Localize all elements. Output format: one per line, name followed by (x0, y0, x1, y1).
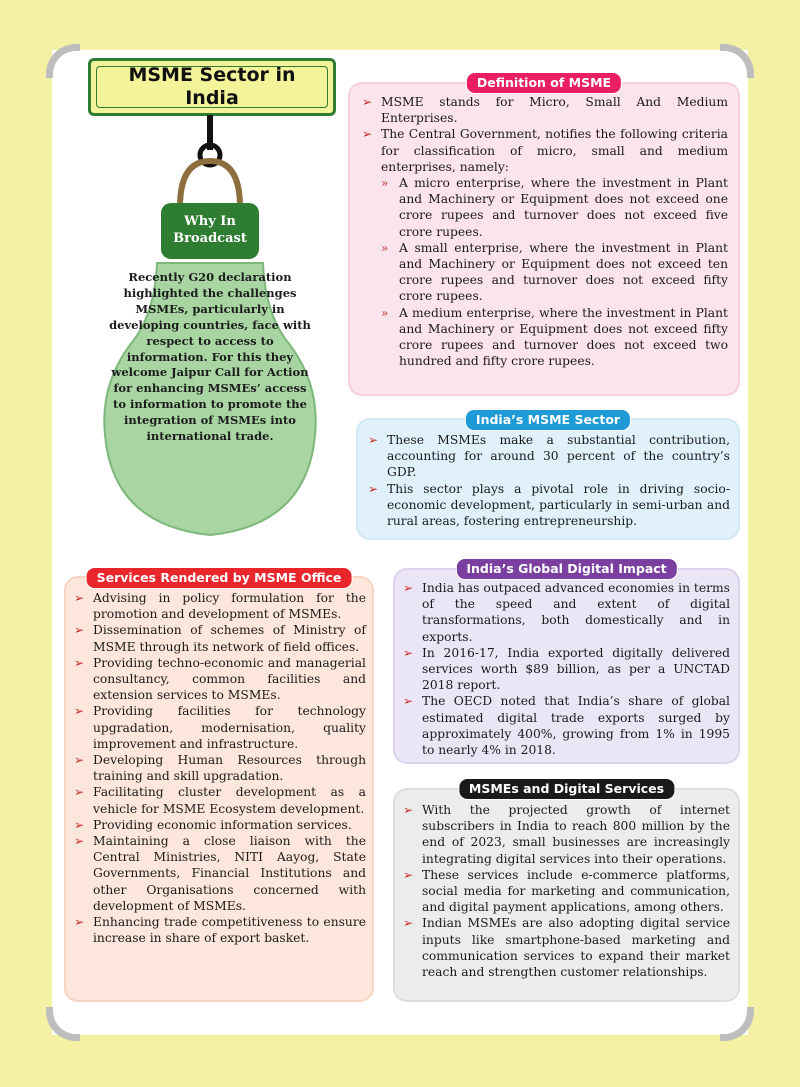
list-item: ➢ The Central Government, notifies the following criteria for classification of micro, small and medium enterprises, namely: (362, 127, 728, 174)
list-item: ➢ Facilitating cluster development as a vehicle for MSME Ecosystem development. (74, 785, 366, 816)
arrowhead-bullet-icon: ➢ (403, 645, 414, 660)
corner-bracket-bottom-right (720, 1007, 754, 1041)
double-chevron-bullet-icon: » (381, 240, 389, 255)
arrowhead-bullet-icon: ➢ (74, 915, 85, 930)
why-in-broadcast-heading: Why In Broadcast (173, 214, 247, 246)
arrowhead-bullet-icon: ➢ (403, 803, 414, 817)
why-in-broadcast-text: Recently G20 declaration highlighted the challenges MSMEs, particularly in developing countries, face with respect to access to information. For this they welcome Jaipur Call for Action for enhancing MSMEs’ access to information to promote the integration of MSMEs into international trade. (109, 270, 311, 444)
india-sector-title: India’s MSME Sector (465, 409, 631, 431)
arrowhead-bullet-icon: ➢ (74, 834, 85, 849)
list-item: ➢ Providing economic information services. (74, 817, 352, 832)
arrowhead-bullet-icon: ➢ (403, 916, 414, 931)
list-item: ➢ The OECD noted that India’s share of global estimated digital trade exports surged by approximately 400%, growing from 1% in 1995 to nearly 4% in 2018. (403, 694, 730, 758)
digital-services-title: MSMEs and Digital Services (458, 778, 675, 800)
services-panel (66, 570, 372, 1000)
list-item: ➢ Indian MSMEs are also adopting digital service inputs like smartphone-based marketing and communication services to expand their market reach and strengthen customer relationships. (403, 916, 730, 980)
corner-bracket-bottom-left (46, 1007, 80, 1041)
arrowhead-bullet-icon: ➢ (362, 95, 373, 109)
digital-services-panel (395, 781, 738, 1000)
arrowhead-bullet-icon: ➢ (74, 817, 85, 832)
services-title: Services Rendered by MSME Office (86, 567, 353, 589)
corner-bracket-top-right (720, 44, 754, 78)
page-title (88, 58, 336, 116)
list-item: ➢ Providing techno-economic and managerial consultancy, common facilities and extension services to MSMEs. (74, 655, 366, 703)
india-sector-panel (358, 412, 738, 538)
list-item: ➢ These services include e-commerce platforms, social media for marketing and communication, and digital payment applications, among others. (403, 867, 730, 915)
list-item: ➢ Developing Human Resources through training and skill upgradation. (74, 753, 366, 784)
arrowhead-bullet-icon: ➢ (403, 581, 414, 595)
list-item: ➢ Maintaining a close liaison with the Central Ministries, NITI Aayog, State Governments, Financial Institutions and other Organisations concerned with development of MSMEs. (74, 834, 366, 913)
list-item: ➢ Enhancing trade competitiveness to ensure increase in share of export basket. (74, 915, 366, 946)
arrowhead-bullet-icon: ➢ (368, 481, 379, 496)
digital-impact-panel (395, 561, 738, 762)
list-item: ➢ These MSMEs make a substantial contribution, accounting for around 30 percent of the country’s GDP. (368, 433, 730, 480)
list-item: » A small enterprise, where the investment in Plant and Machinery or Equipment does not exceed ten crore rupees and turnover does not exceed fifty crore rupees. (381, 240, 728, 304)
list-item: ➢ This sector plays a pivotal role in driving socio-economic development, particularly in semi-urban and rural areas, fostering entrepreneurship. (368, 481, 730, 529)
arrowhead-bullet-icon: ➢ (403, 694, 414, 709)
arrowhead-bullet-icon: ➢ (74, 623, 85, 638)
definition-panel (350, 75, 738, 394)
list-item: ➢ Advising in policy formulation for the promotion and development of MSMEs. (74, 591, 366, 622)
double-chevron-bullet-icon: » (381, 305, 389, 320)
list-item: ➢ In 2016-17, India exported digitally delivered services worth $89 billion, as per a UNCTAD 2018 report. (403, 645, 730, 693)
page-title-text: MSME Sector in India (128, 64, 296, 109)
double-chevron-bullet-icon: » (381, 176, 389, 191)
list-item: ➢ Providing facilities for technology upgradation, modernisation, quality improvement and infrastructure. (74, 704, 366, 751)
list-item: ➢ India has outpaced advanced economies in terms of the speed and extent of digital transformations, both domestically and in exports. (403, 581, 730, 644)
arrowhead-bullet-icon: ➢ (403, 867, 414, 882)
list-item: » A medium enterprise, where the investment in Plant and Machinery or Equipment does not exceed fifty crore rupees and turnover does not exceed two hundred and fifty crore rupees. (381, 305, 728, 369)
arrowhead-bullet-icon: ➢ (368, 433, 379, 447)
arrowhead-bullet-icon: ➢ (74, 591, 85, 605)
arrowhead-bullet-icon: ➢ (74, 753, 85, 768)
list-item: ➢ Dissemination of schemes of Ministry of MSME through its network of field offices. (74, 623, 366, 654)
list-item: » A micro enterprise, where the investment in Plant and Machinery or Equipment does not exceed one crore rupees and turnover does not exceed five crore rupees. (381, 176, 728, 239)
digital-impact-title: India’s Global Digital Impact (455, 558, 677, 580)
arrowhead-bullet-icon: ➢ (74, 785, 85, 800)
arrowhead-bullet-icon: ➢ (362, 127, 373, 142)
list-item: ➢ MSME stands for Micro, Small And Medium Enterprises. (362, 95, 728, 126)
definition-title: Definition of MSME (466, 72, 622, 94)
list-item: ➢ With the projected growth of internet subscribers in India to reach 800 million by the end of 2023, small businesses are increasingly integrating digital services into their operations. (403, 803, 730, 866)
arrowhead-bullet-icon: ➢ (74, 704, 85, 719)
arrowhead-bullet-icon: ➢ (74, 655, 85, 670)
